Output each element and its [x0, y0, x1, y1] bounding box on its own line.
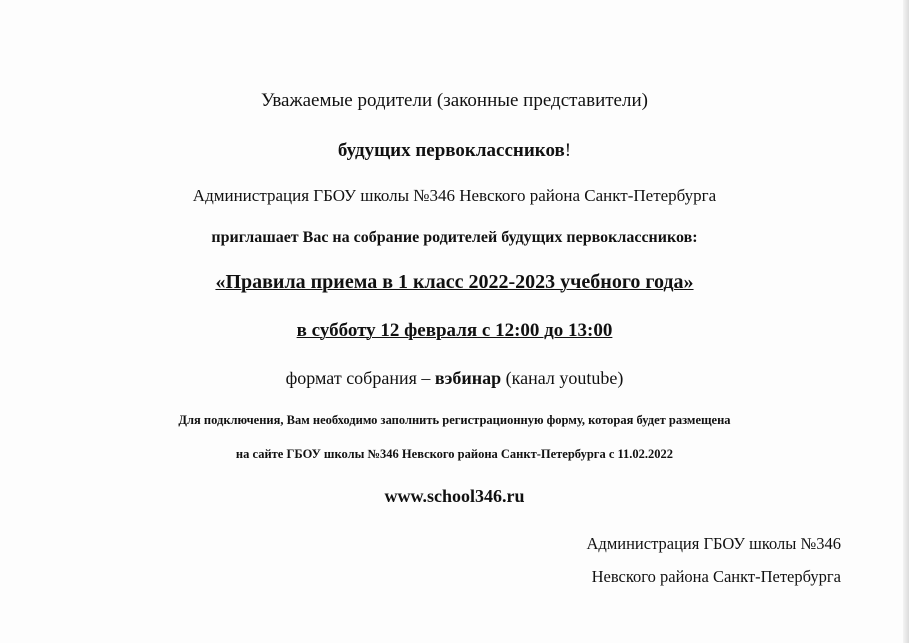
meeting-title — [0, 271, 909, 294]
invitation-line: приглашает Вас на собрание родителей будущих первоклассников: — [211, 229, 698, 246]
meeting-date-text: в субботу 12 февраля с 12:00 до 13:00 — [296, 320, 613, 341]
registration-line-1: Для подключения, Вам необходимо заполнить регистрационную форму, которая будет размещена — [178, 413, 731, 427]
greeting-text: Уважаемые родители (законные представители) — [261, 90, 648, 111]
greeting-line-1 — [0, 90, 909, 112]
greeting-addressee: будущих первоклассников — [337, 140, 565, 161]
format-type: вэбинар — [434, 368, 502, 388]
greeting-line-2 — [0, 140, 909, 162]
signature-line-1: Администрация ГБОУ школы №346 — [586, 534, 841, 553]
format-suffix: (канал youtube) — [501, 368, 624, 388]
school-website-link[interactable]: www.school346.ru — [384, 486, 525, 506]
signature-line-2: Невского района Санкт-Петербурга — [591, 567, 841, 586]
meeting-date — [0, 320, 909, 342]
greeting-exclamation: ! — [564, 140, 572, 161]
administration-line: Администрация ГБОУ школы №346 Невского района Санкт-Петербурга — [192, 186, 717, 205]
registration-line-2: на сайте ГБОУ школы №346 Невского района Санкт-Петербурга с 11.02.2022 — [235, 447, 674, 461]
meeting-title-text: «Правила приема в 1 класс 2022-2023 учебного года» — [215, 271, 694, 293]
format-prefix: формат собрания – — [285, 368, 435, 388]
meeting-format — [0, 368, 909, 389]
